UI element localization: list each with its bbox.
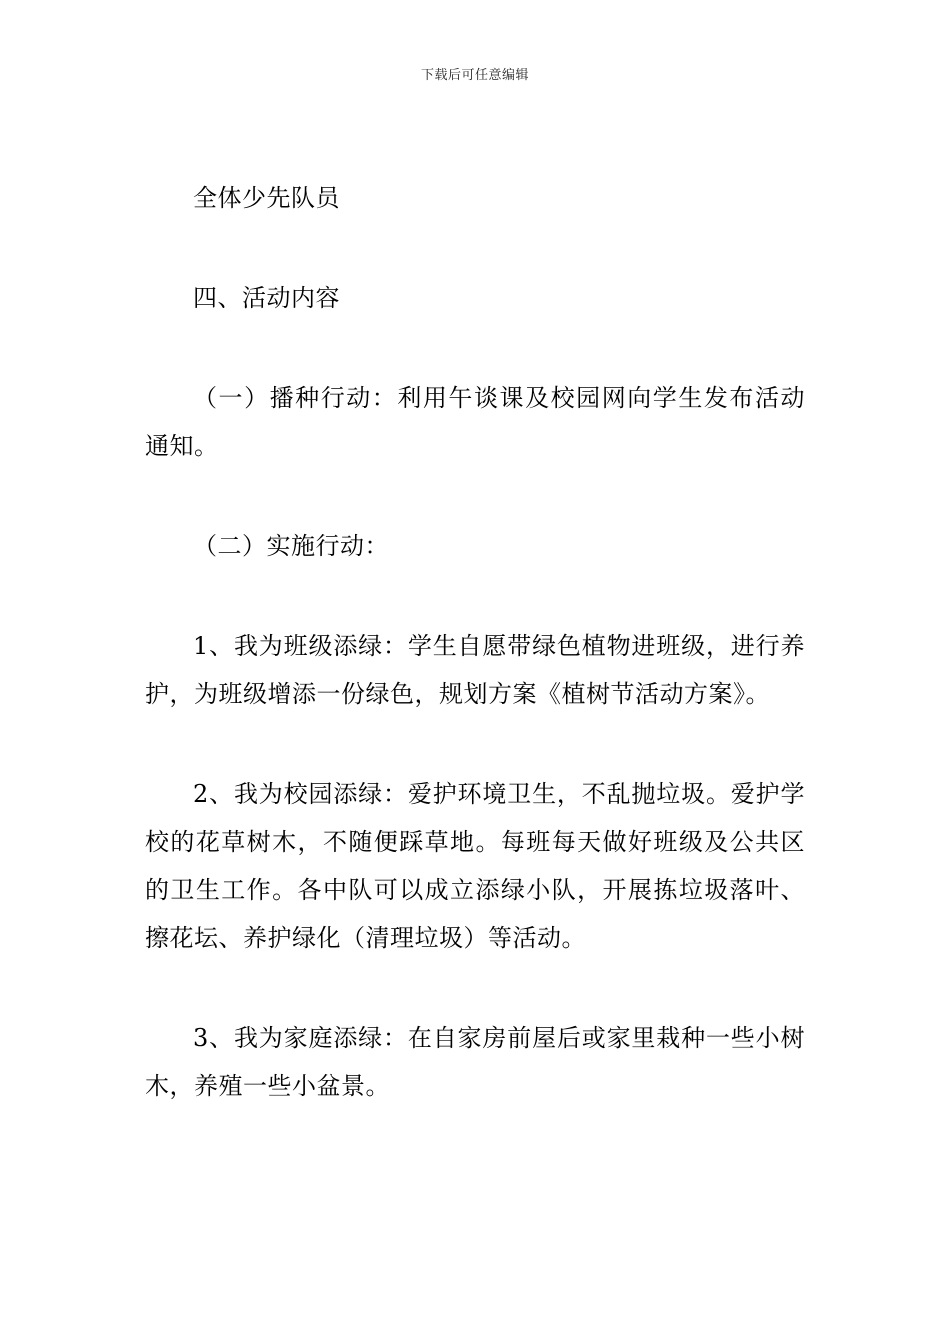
section-heading-activity-content: 四、活动内容 bbox=[193, 284, 340, 312]
document-body bbox=[145, 174, 805, 1110]
paragraph-home-greening: 3、我为家庭添绿：在自家房前屋后或家里栽种一些小树木，养殖一些小盆景。 bbox=[145, 1024, 805, 1100]
paragraph-implementation-heading: （二）实施行动： bbox=[193, 532, 389, 560]
paragraph-class-greening: 1、我为班级添绿：学生自愿带绿色植物进班级，进行养护，为班级增添一份绿色，规划方案《植树节活动方案》。 bbox=[145, 632, 805, 708]
paragraph-sowing-action: （一）播种行动：利用午谈课及校园网向学生发布活动通知。 bbox=[145, 384, 805, 460]
paragraph-participants: 全体少先队员 bbox=[193, 184, 340, 212]
header-note: 下载后可任意编辑 bbox=[420, 68, 529, 83]
paragraph-campus-greening: 2、我为校园添绿：爱护环境卫生，不乱抛垃圾。爱护学校的花草树木，不随便踩草地。每班每天做好班级及公共区的卫生工作。各中队可以成立添绿小队，开展拣垃圾落叶、擦花坛、养护绿化（清理垃圾）等活动。 bbox=[145, 780, 805, 952]
